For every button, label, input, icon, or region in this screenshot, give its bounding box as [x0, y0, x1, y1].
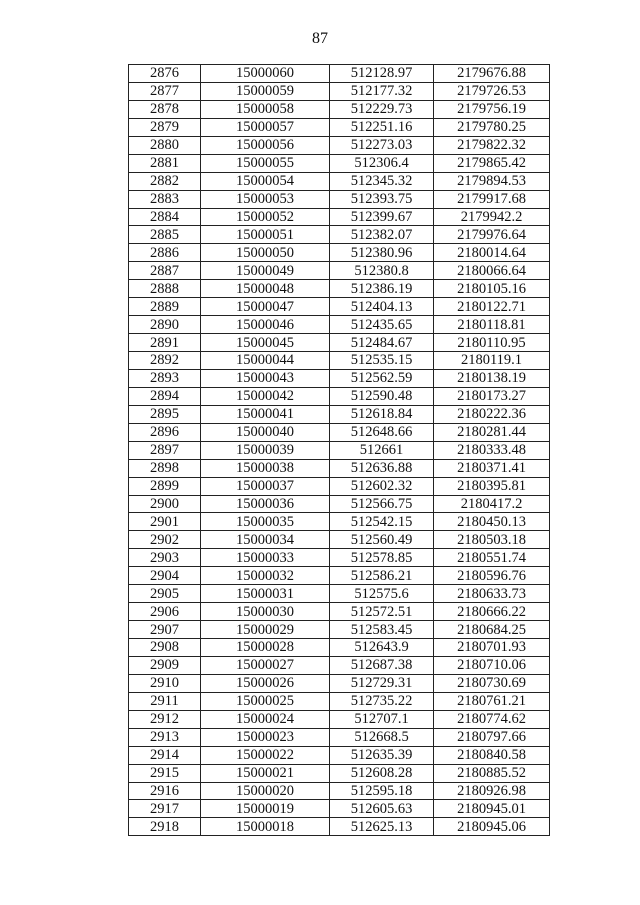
row-number-cell: 2880 [129, 136, 201, 154]
coordinates-table [128, 64, 550, 836]
point-id-cell: 15000024 [201, 710, 330, 728]
point-id-cell: 15000031 [201, 585, 330, 603]
y-coordinate-cell: 2179726.53 [434, 82, 550, 100]
table-row [129, 316, 550, 334]
table-row [129, 154, 550, 172]
x-coordinate-cell: 512590.48 [330, 387, 434, 405]
row-number-cell: 2911 [129, 692, 201, 710]
point-id-cell: 15000048 [201, 280, 330, 298]
y-coordinate-cell: 2180730.69 [434, 674, 550, 692]
table-row [129, 387, 550, 405]
table-row [129, 226, 550, 244]
y-coordinate-cell: 2180503.18 [434, 531, 550, 549]
row-number-cell: 2898 [129, 459, 201, 477]
x-coordinate-cell: 512435.65 [330, 316, 434, 334]
coordinates-table-body [129, 65, 550, 836]
row-number-cell: 2916 [129, 782, 201, 800]
y-coordinate-cell: 2179917.68 [434, 190, 550, 208]
x-coordinate-cell: 512345.32 [330, 172, 434, 190]
table-row [129, 459, 550, 477]
table-row [129, 477, 550, 495]
point-id-cell: 15000037 [201, 477, 330, 495]
point-id-cell: 15000054 [201, 172, 330, 190]
x-coordinate-cell: 512575.6 [330, 585, 434, 603]
x-coordinate-cell: 512566.75 [330, 495, 434, 513]
row-number-cell: 2902 [129, 531, 201, 549]
y-coordinate-cell: 2180066.64 [434, 262, 550, 280]
row-number-cell: 2915 [129, 764, 201, 782]
point-id-cell: 15000047 [201, 298, 330, 316]
x-coordinate-cell: 512586.21 [330, 567, 434, 585]
point-id-cell: 15000018 [201, 818, 330, 836]
y-coordinate-cell: 2179894.53 [434, 172, 550, 190]
table-row [129, 800, 550, 818]
point-id-cell: 15000044 [201, 352, 330, 370]
point-id-cell: 15000049 [201, 262, 330, 280]
x-coordinate-cell: 512535.15 [330, 352, 434, 370]
x-coordinate-cell: 512562.59 [330, 369, 434, 387]
row-number-cell: 2889 [129, 298, 201, 316]
x-coordinate-cell: 512668.5 [330, 728, 434, 746]
table-row [129, 334, 550, 352]
row-number-cell: 2887 [129, 262, 201, 280]
x-coordinate-cell: 512595.18 [330, 782, 434, 800]
x-coordinate-cell: 512643.9 [330, 639, 434, 657]
table-row [129, 118, 550, 136]
table-row [129, 352, 550, 370]
point-id-cell: 15000050 [201, 244, 330, 262]
x-coordinate-cell: 512273.03 [330, 136, 434, 154]
table-row [129, 262, 550, 280]
y-coordinate-cell: 2180945.01 [434, 800, 550, 818]
x-coordinate-cell: 512251.16 [330, 118, 434, 136]
point-id-cell: 15000059 [201, 82, 330, 100]
x-coordinate-cell: 512229.73 [330, 100, 434, 118]
x-coordinate-cell: 512605.63 [330, 800, 434, 818]
x-coordinate-cell: 512636.88 [330, 459, 434, 477]
row-number-cell: 2918 [129, 818, 201, 836]
table-row [129, 298, 550, 316]
x-coordinate-cell: 512560.49 [330, 531, 434, 549]
x-coordinate-cell: 512625.13 [330, 818, 434, 836]
row-number-cell: 2882 [129, 172, 201, 190]
point-id-cell: 15000053 [201, 190, 330, 208]
y-coordinate-cell: 2180014.64 [434, 244, 550, 262]
row-number-cell: 2884 [129, 208, 201, 226]
point-id-cell: 15000057 [201, 118, 330, 136]
point-id-cell: 15000021 [201, 764, 330, 782]
table-row [129, 65, 550, 83]
x-coordinate-cell: 512306.4 [330, 154, 434, 172]
y-coordinate-cell: 2180417.2 [434, 495, 550, 513]
table-row [129, 746, 550, 764]
row-number-cell: 2917 [129, 800, 201, 818]
point-id-cell: 15000034 [201, 531, 330, 549]
table-row [129, 136, 550, 154]
y-coordinate-cell: 2179780.25 [434, 118, 550, 136]
y-coordinate-cell: 2180797.66 [434, 728, 550, 746]
x-coordinate-cell: 512382.07 [330, 226, 434, 244]
x-coordinate-cell: 512380.8 [330, 262, 434, 280]
point-id-cell: 15000033 [201, 549, 330, 567]
y-coordinate-cell: 2180596.76 [434, 567, 550, 585]
table-row [129, 782, 550, 800]
row-number-cell: 2883 [129, 190, 201, 208]
y-coordinate-cell: 2179942.2 [434, 208, 550, 226]
point-id-cell: 15000045 [201, 334, 330, 352]
point-id-cell: 15000023 [201, 728, 330, 746]
point-id-cell: 15000056 [201, 136, 330, 154]
x-coordinate-cell: 512618.84 [330, 405, 434, 423]
row-number-cell: 2878 [129, 100, 201, 118]
table-row [129, 710, 550, 728]
table-row [129, 495, 550, 513]
y-coordinate-cell: 2180551.74 [434, 549, 550, 567]
y-coordinate-cell: 2180138.19 [434, 369, 550, 387]
table-row [129, 172, 550, 190]
y-coordinate-cell: 2179756.19 [434, 100, 550, 118]
y-coordinate-cell: 2180926.98 [434, 782, 550, 800]
x-coordinate-cell: 512386.19 [330, 280, 434, 298]
x-coordinate-cell: 512602.32 [330, 477, 434, 495]
y-coordinate-cell: 2180110.95 [434, 334, 550, 352]
x-coordinate-cell: 512393.75 [330, 190, 434, 208]
table-row [129, 280, 550, 298]
point-id-cell: 15000020 [201, 782, 330, 800]
table-row [129, 728, 550, 746]
row-number-cell: 2912 [129, 710, 201, 728]
table-row [129, 567, 550, 585]
row-number-cell: 2907 [129, 621, 201, 639]
row-number-cell: 2901 [129, 513, 201, 531]
x-coordinate-cell: 512572.51 [330, 603, 434, 621]
y-coordinate-cell: 2180222.36 [434, 405, 550, 423]
y-coordinate-cell: 2180118.81 [434, 316, 550, 334]
y-coordinate-cell: 2180710.06 [434, 656, 550, 674]
x-coordinate-cell: 512399.67 [330, 208, 434, 226]
table-row [129, 244, 550, 262]
x-coordinate-cell: 512661 [330, 441, 434, 459]
row-number-cell: 2892 [129, 352, 201, 370]
y-coordinate-cell: 2180945.06 [434, 818, 550, 836]
row-number-cell: 2877 [129, 82, 201, 100]
y-coordinate-cell: 2180633.73 [434, 585, 550, 603]
table-row [129, 82, 550, 100]
y-coordinate-cell: 2180371.41 [434, 459, 550, 477]
x-coordinate-cell: 512578.85 [330, 549, 434, 567]
point-id-cell: 15000030 [201, 603, 330, 621]
point-id-cell: 15000026 [201, 674, 330, 692]
point-id-cell: 15000032 [201, 567, 330, 585]
row-number-cell: 2908 [129, 639, 201, 657]
y-coordinate-cell: 2180450.13 [434, 513, 550, 531]
point-id-cell: 15000028 [201, 639, 330, 657]
row-number-cell: 2904 [129, 567, 201, 585]
y-coordinate-cell: 2179822.32 [434, 136, 550, 154]
y-coordinate-cell: 2180761.21 [434, 692, 550, 710]
row-number-cell: 2913 [129, 728, 201, 746]
x-coordinate-cell: 512128.97 [330, 65, 434, 83]
x-coordinate-cell: 512583.45 [330, 621, 434, 639]
x-coordinate-cell: 512542.15 [330, 513, 434, 531]
row-number-cell: 2900 [129, 495, 201, 513]
point-id-cell: 15000025 [201, 692, 330, 710]
y-coordinate-cell: 2179976.64 [434, 226, 550, 244]
row-number-cell: 2894 [129, 387, 201, 405]
x-coordinate-cell: 512687.38 [330, 656, 434, 674]
point-id-cell: 15000040 [201, 423, 330, 441]
point-id-cell: 15000019 [201, 800, 330, 818]
table-row [129, 764, 550, 782]
row-number-cell: 2891 [129, 334, 201, 352]
point-id-cell: 15000022 [201, 746, 330, 764]
table-row [129, 603, 550, 621]
x-coordinate-cell: 512484.67 [330, 334, 434, 352]
point-id-cell: 15000051 [201, 226, 330, 244]
row-number-cell: 2910 [129, 674, 201, 692]
point-id-cell: 15000043 [201, 369, 330, 387]
point-id-cell: 15000055 [201, 154, 330, 172]
table-row [129, 100, 550, 118]
table-row [129, 441, 550, 459]
x-coordinate-cell: 512608.28 [330, 764, 434, 782]
x-coordinate-cell: 512177.32 [330, 82, 434, 100]
y-coordinate-cell: 2179865.42 [434, 154, 550, 172]
table-row [129, 190, 550, 208]
page-number: 87 [312, 30, 328, 47]
row-number-cell: 2890 [129, 316, 201, 334]
x-coordinate-cell: 512635.39 [330, 746, 434, 764]
y-coordinate-cell: 2180774.62 [434, 710, 550, 728]
y-coordinate-cell: 2179676.88 [434, 65, 550, 83]
row-number-cell: 2876 [129, 65, 201, 83]
table-row [129, 639, 550, 657]
y-coordinate-cell: 2180281.44 [434, 423, 550, 441]
table-row [129, 692, 550, 710]
table-row [129, 549, 550, 567]
point-id-cell: 15000039 [201, 441, 330, 459]
y-coordinate-cell: 2180333.48 [434, 441, 550, 459]
y-coordinate-cell: 2180119.1 [434, 352, 550, 370]
table-row [129, 369, 550, 387]
x-coordinate-cell: 512729.31 [330, 674, 434, 692]
point-id-cell: 15000052 [201, 208, 330, 226]
x-coordinate-cell: 512735.22 [330, 692, 434, 710]
table-row [129, 674, 550, 692]
table-row [129, 656, 550, 674]
point-id-cell: 15000041 [201, 405, 330, 423]
row-number-cell: 2886 [129, 244, 201, 262]
row-number-cell: 2914 [129, 746, 201, 764]
table-row [129, 818, 550, 836]
table-row [129, 405, 550, 423]
row-number-cell: 2897 [129, 441, 201, 459]
point-id-cell: 15000042 [201, 387, 330, 405]
row-number-cell: 2893 [129, 369, 201, 387]
y-coordinate-cell: 2180395.81 [434, 477, 550, 495]
y-coordinate-cell: 2180840.58 [434, 746, 550, 764]
row-number-cell: 2885 [129, 226, 201, 244]
row-number-cell: 2903 [129, 549, 201, 567]
table-row [129, 423, 550, 441]
x-coordinate-cell: 512648.66 [330, 423, 434, 441]
point-id-cell: 15000038 [201, 459, 330, 477]
row-number-cell: 2881 [129, 154, 201, 172]
table-row [129, 208, 550, 226]
point-id-cell: 15000060 [201, 65, 330, 83]
point-id-cell: 15000035 [201, 513, 330, 531]
table-row [129, 585, 550, 603]
point-id-cell: 15000058 [201, 100, 330, 118]
table-row [129, 531, 550, 549]
row-number-cell: 2909 [129, 656, 201, 674]
point-id-cell: 15000029 [201, 621, 330, 639]
row-number-cell: 2899 [129, 477, 201, 495]
x-coordinate-cell: 512707.1 [330, 710, 434, 728]
y-coordinate-cell: 2180105.16 [434, 280, 550, 298]
y-coordinate-cell: 2180684.25 [434, 621, 550, 639]
y-coordinate-cell: 2180666.22 [434, 603, 550, 621]
row-number-cell: 2905 [129, 585, 201, 603]
row-number-cell: 2879 [129, 118, 201, 136]
x-coordinate-cell: 512380.96 [330, 244, 434, 262]
y-coordinate-cell: 2180701.93 [434, 639, 550, 657]
y-coordinate-cell: 2180122.71 [434, 298, 550, 316]
y-coordinate-cell: 2180885.52 [434, 764, 550, 782]
y-coordinate-cell: 2180173.27 [434, 387, 550, 405]
table-row [129, 513, 550, 531]
row-number-cell: 2896 [129, 423, 201, 441]
row-number-cell: 2895 [129, 405, 201, 423]
row-number-cell: 2906 [129, 603, 201, 621]
x-coordinate-cell: 512404.13 [330, 298, 434, 316]
table-row [129, 621, 550, 639]
point-id-cell: 15000027 [201, 656, 330, 674]
row-number-cell: 2888 [129, 280, 201, 298]
point-id-cell: 15000046 [201, 316, 330, 334]
point-id-cell: 15000036 [201, 495, 330, 513]
